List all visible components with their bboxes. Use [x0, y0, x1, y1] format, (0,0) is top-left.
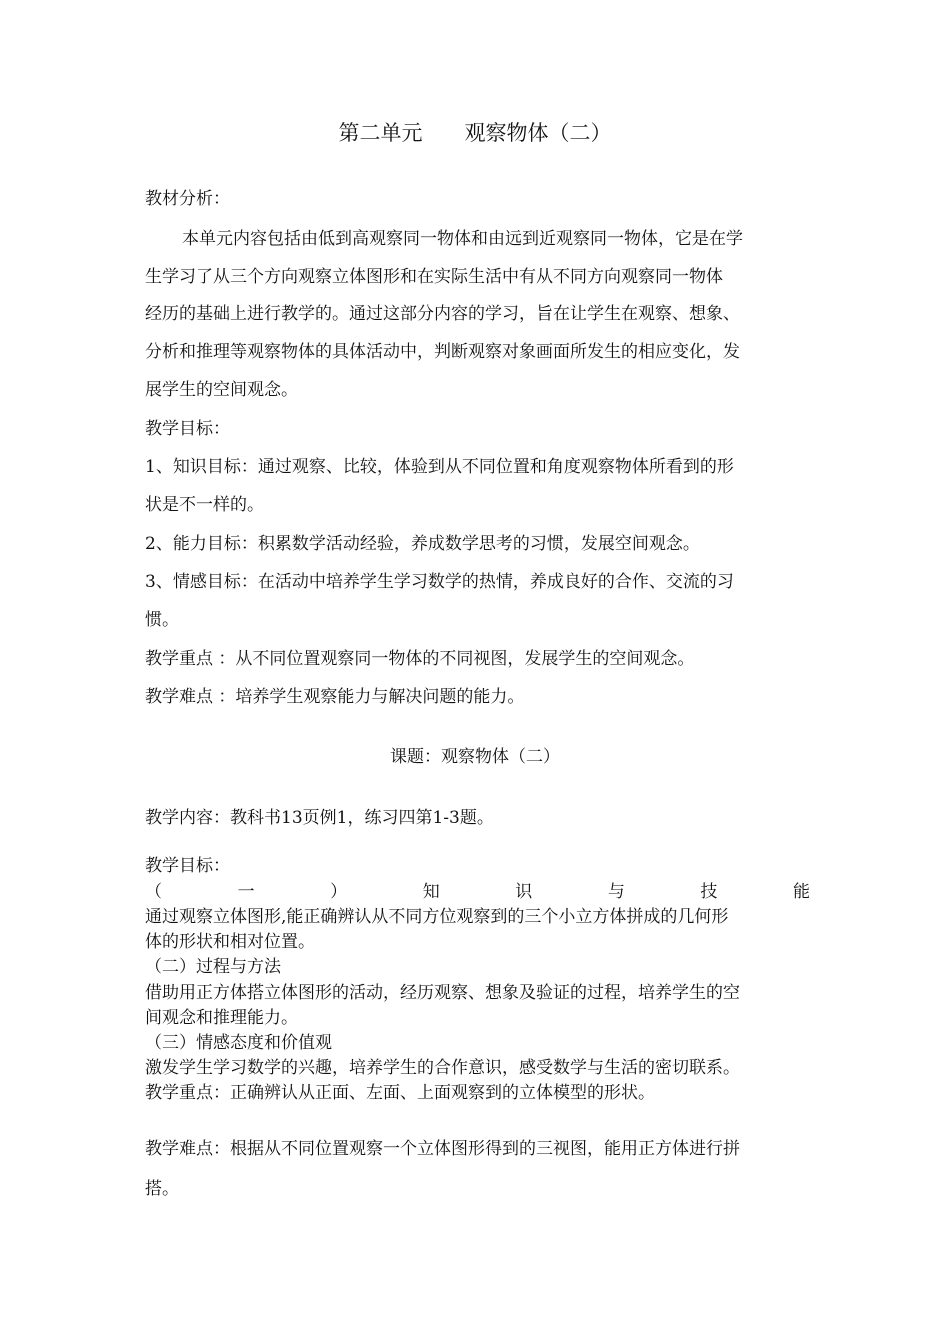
section3-line: 激发学生学习数学的兴趣，培养学生的合作意识，感受数学与生活的密切联系。: [145, 1058, 740, 1078]
analysis-heading: 教材分析：: [145, 189, 230, 209]
goal-line: 状是不一样的。: [145, 495, 264, 515]
unit-number: 第二单元: [338, 121, 423, 145]
section1-char: 能: [792, 882, 810, 902]
analysis-line: 分析和推理等观察物体的具体活动中，判断观察对象画面所发生的相应变化，发: [145, 342, 740, 362]
section1-char: 识: [515, 882, 533, 902]
lesson-content: 教学内容：教科书13页例1，练习四第1-3题。: [145, 808, 494, 828]
section1-char: 一: [237, 882, 255, 902]
goal-line: 3、情感目标：在活动中培养学生学习数学的热情，养成良好的合作、交流的习: [145, 572, 734, 592]
analysis-line: 展学生的空间观念。: [145, 380, 298, 400]
key-point: 教学重点 ：从不同位置观察同一物体的不同视图，发展学生的空间观念。: [145, 649, 695, 669]
lesson-difficulty-line: 搭。: [145, 1179, 179, 1199]
difficulty: 教学难点 ：培养学生观察能力与解决问题的能力。: [145, 687, 525, 707]
goal-line: 1、知识目标：通过观察、比较，体验到从不同位置和角度观察物体所看到的形: [145, 457, 734, 477]
unit-title: [0, 118, 950, 148]
section1-char: ）: [330, 882, 348, 902]
lesson-difficulty-line: 教学难点：根据从不同位置观察一个立体图形得到的三视图，能用正方体进行拼: [145, 1139, 740, 1159]
goal-line: 2、能力目标：积累数学活动经验，养成数学思考的习惯，发展空间观念。: [145, 534, 700, 554]
analysis-line: 生学习了从三个方向观察立体图形和在实际生活中有从不同方向观察同一物体: [145, 267, 723, 287]
unit-topic: 观察物体（二）: [464, 121, 612, 145]
section1-line: 通过观察立体图形,能正确辨认从不同方位观察到的三个小立方体拼成的几何形: [145, 907, 729, 927]
section1-char: （: [145, 882, 162, 902]
section2-heading: （二）过程与方法: [145, 957, 281, 977]
section1-line: 体的形状和相对位置。: [145, 932, 315, 952]
section1-heading: [145, 881, 810, 903]
analysis-line: 本单元内容包括由低到高观察同一物体和由远到近观察同一物体，它是在学: [182, 229, 743, 249]
lesson-goals-heading: 教学目标：: [145, 856, 230, 876]
goal-line: 惯。: [145, 610, 179, 630]
section1-char: 与: [607, 882, 625, 902]
section1-char: 知: [422, 882, 440, 902]
goals-heading: 教学目标：: [145, 419, 230, 439]
lesson-key-point: 教学重点：正确辨认从正面、左面、上面观察到的立体模型的形状。: [145, 1083, 655, 1103]
section3-heading: （三）情感态度和价值观: [145, 1033, 332, 1053]
lesson-title: 课题：观察物体（二）: [390, 747, 560, 767]
analysis-line: 经历的基础上进行教学的。通过这部分内容的学习，旨在让学生在观察、想象、: [145, 304, 740, 324]
section2-line: 间观念和推理能力。: [145, 1008, 298, 1028]
section1-char: 技: [700, 882, 718, 902]
section2-line: 借助用正方体搭立体图形的活动，经历观察、想象及验证的过程，培养学生的空: [145, 983, 740, 1003]
